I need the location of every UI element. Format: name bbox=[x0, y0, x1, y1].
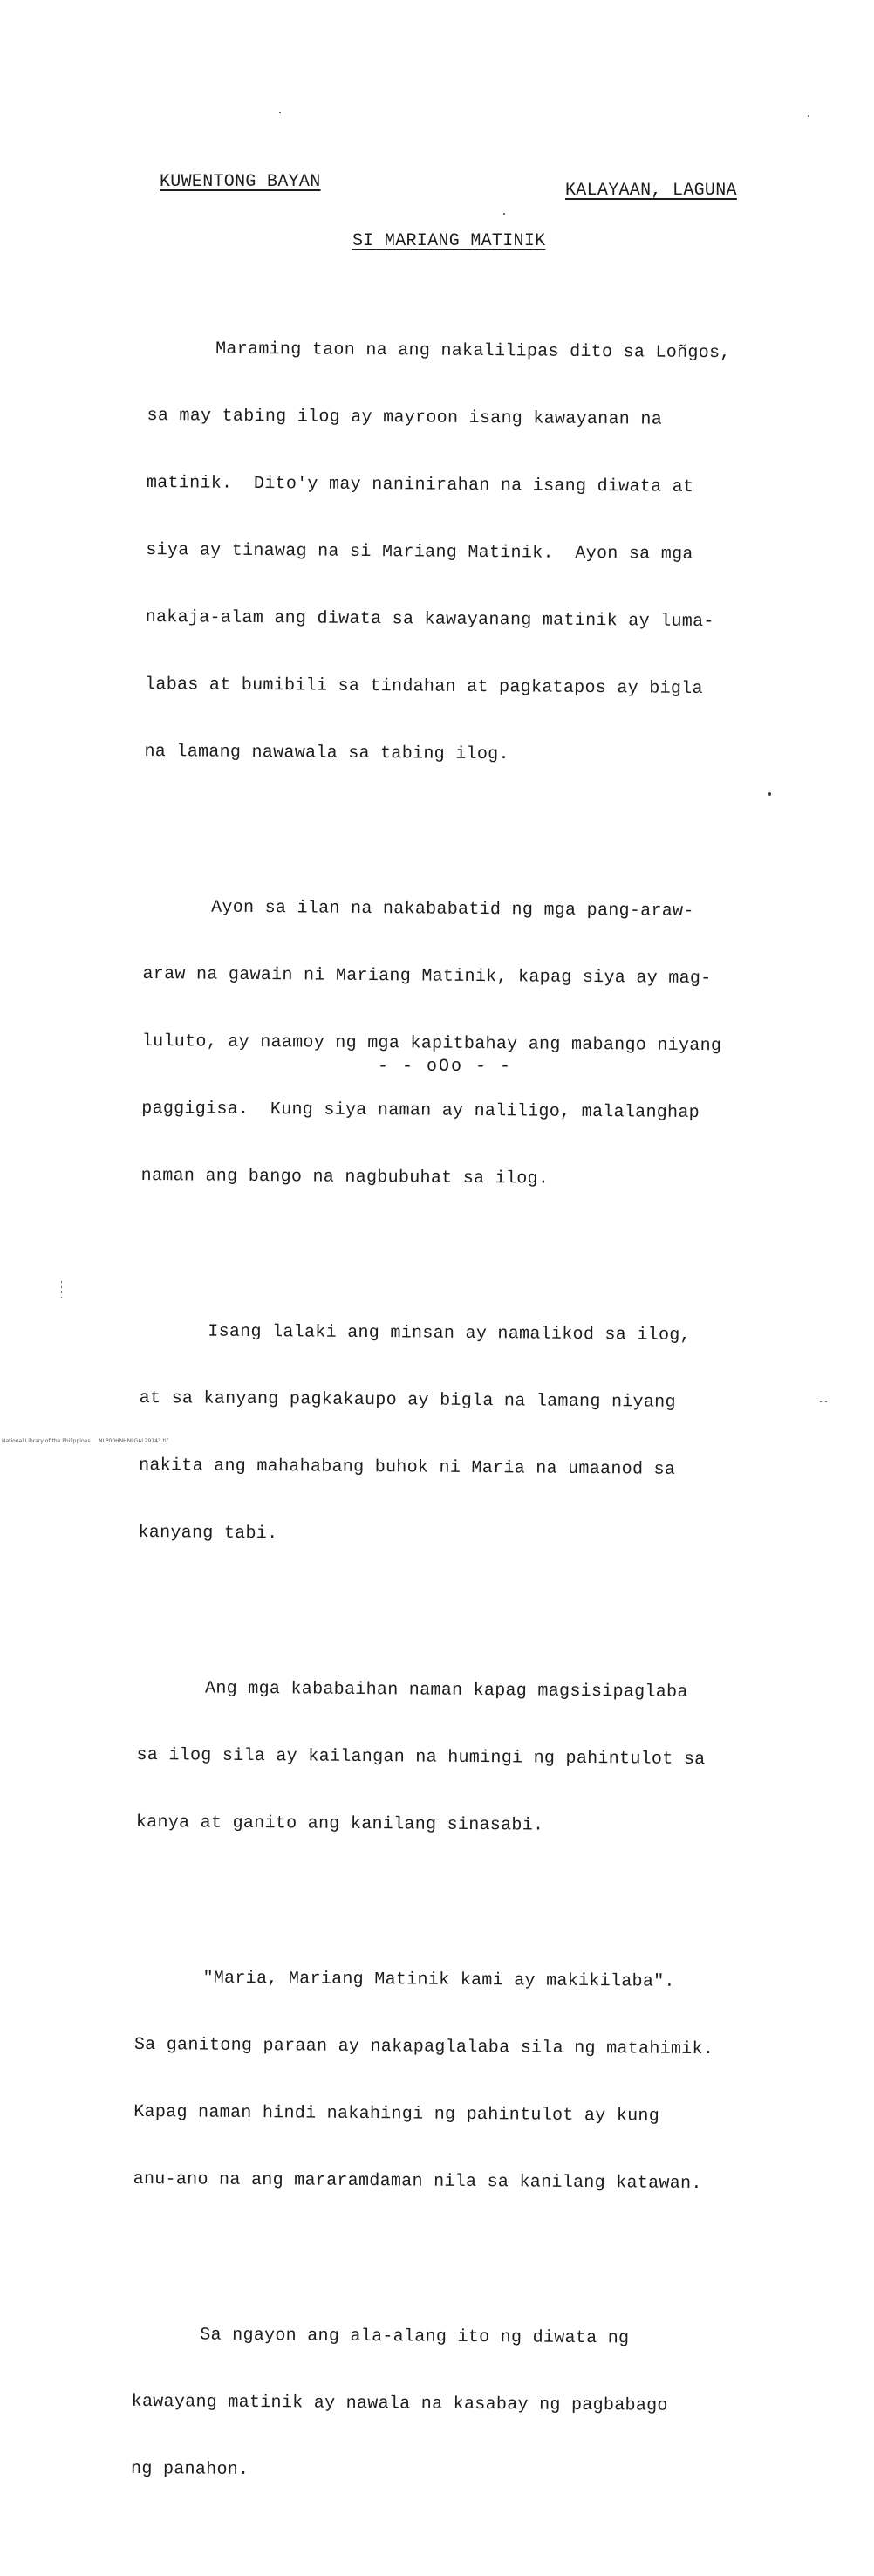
text-line: kawayang matinik ay nawala na kasabay ng pagbabago bbox=[131, 2391, 668, 2416]
text-line: naman ang bango na nagbubuhat sa ilog. bbox=[140, 1165, 550, 1189]
text-line: Sa ngayon ang ala-alang ito ng diwata ng bbox=[200, 2325, 630, 2349]
scan-speck bbox=[61, 1286, 62, 1288]
archive-footer: National Library of the Philippines NLP00HNHNLGAL29143.tif bbox=[2, 1438, 168, 1444]
paragraph-4 bbox=[135, 1634, 800, 1881]
scan-speck bbox=[768, 792, 771, 796]
text-line: siya ay tinawag na si Mariang Matinik. Ayon sa mga bbox=[146, 539, 693, 565]
header-location: KALAYAAN, LAGUNA bbox=[565, 181, 737, 201]
paragraph-2 bbox=[140, 853, 806, 1235]
paragraph-3 bbox=[138, 1278, 803, 1592]
text-line: paggigisa. Kung siya naman ay naliligo, malalanghap bbox=[141, 1098, 700, 1123]
text-line: anu-ano na ang mararamdaman nila sa kanilang katawan. bbox=[133, 2168, 702, 2195]
scan-speck bbox=[820, 1401, 822, 1402]
text-line: Kapag naman hindi nakahingi ng pahintulot ay kung bbox=[133, 2101, 660, 2127]
text-line: Isang lalaki ang minsan ay namalikod sa ilog, bbox=[208, 1321, 691, 1346]
story-title: SI MARIANG MATINIK bbox=[352, 231, 546, 251]
text-line: Ang mga kababaihan naman kapag magsisipaglaba bbox=[205, 1678, 688, 1702]
scan-speck bbox=[61, 1297, 62, 1298]
story-body bbox=[130, 255, 811, 2576]
text-line: sa ilog sila ay kailangan na humingi ng pahintulot sa bbox=[136, 1744, 706, 1771]
paragraph-6 bbox=[131, 2281, 795, 2528]
text-line: labas at bumibili sa tindahan at pagkatapos ay bigla bbox=[145, 674, 703, 700]
scan-speck bbox=[279, 112, 281, 113]
scan-speck bbox=[503, 213, 505, 215]
text-line: nakita ang mahahabang buhok ni Maria na umaanod sa bbox=[139, 1455, 676, 1480]
text-line: kanyang tabi. bbox=[138, 1522, 278, 1545]
text-line: ng panahon. bbox=[130, 2458, 249, 2480]
header-category: KUWENTONG BAYAN bbox=[160, 172, 321, 192]
paragraph-1 bbox=[144, 295, 811, 811]
text-line: sa may tabing ilog ay mayroon isang kawayanan na bbox=[147, 405, 663, 430]
paragraph-5 bbox=[133, 1924, 798, 2238]
scan-speck bbox=[61, 1291, 62, 1293]
text-line: kanya at ganito ang kanilang sinasabi. bbox=[135, 1812, 544, 1836]
scan-speck bbox=[825, 1401, 827, 1402]
text-line: Ayon sa ilan na nakababatid ng mga pang-araw- bbox=[211, 897, 694, 921]
text-line: Maraming taon na ang nakalilipas dito sa Loñgos, bbox=[215, 339, 731, 364]
text-line: luluto, ay naamoy ng mga kapitbahay ang mabango niyang bbox=[141, 1031, 722, 1057]
scan-speck bbox=[61, 1281, 62, 1283]
text-line: nakaja-alam ang diwata sa kawayanang matinik ay luma- bbox=[145, 606, 714, 633]
text-line: matinik. Dito'y may naninirahan na isang diwata at bbox=[146, 472, 694, 497]
text-line: Sa ganitong paraan ay nakapaglalaba sila ng matahimik. bbox=[133, 2034, 714, 2060]
end-divider: - - oOo - - bbox=[378, 1057, 513, 1077]
text-line: at sa kanyang pagkakaupo ay bigla na lamang niyang bbox=[139, 1387, 676, 1413]
scan-speck bbox=[808, 115, 809, 117]
text-line: "Maria, Mariang Matinik kami ay makikilaba". bbox=[202, 1968, 675, 1992]
text-line: araw na gawain ni Mariang Matinik, kapag siya ay mag- bbox=[142, 963, 712, 990]
text-line: na lamang nawawala sa tabing ilog. bbox=[144, 741, 509, 765]
